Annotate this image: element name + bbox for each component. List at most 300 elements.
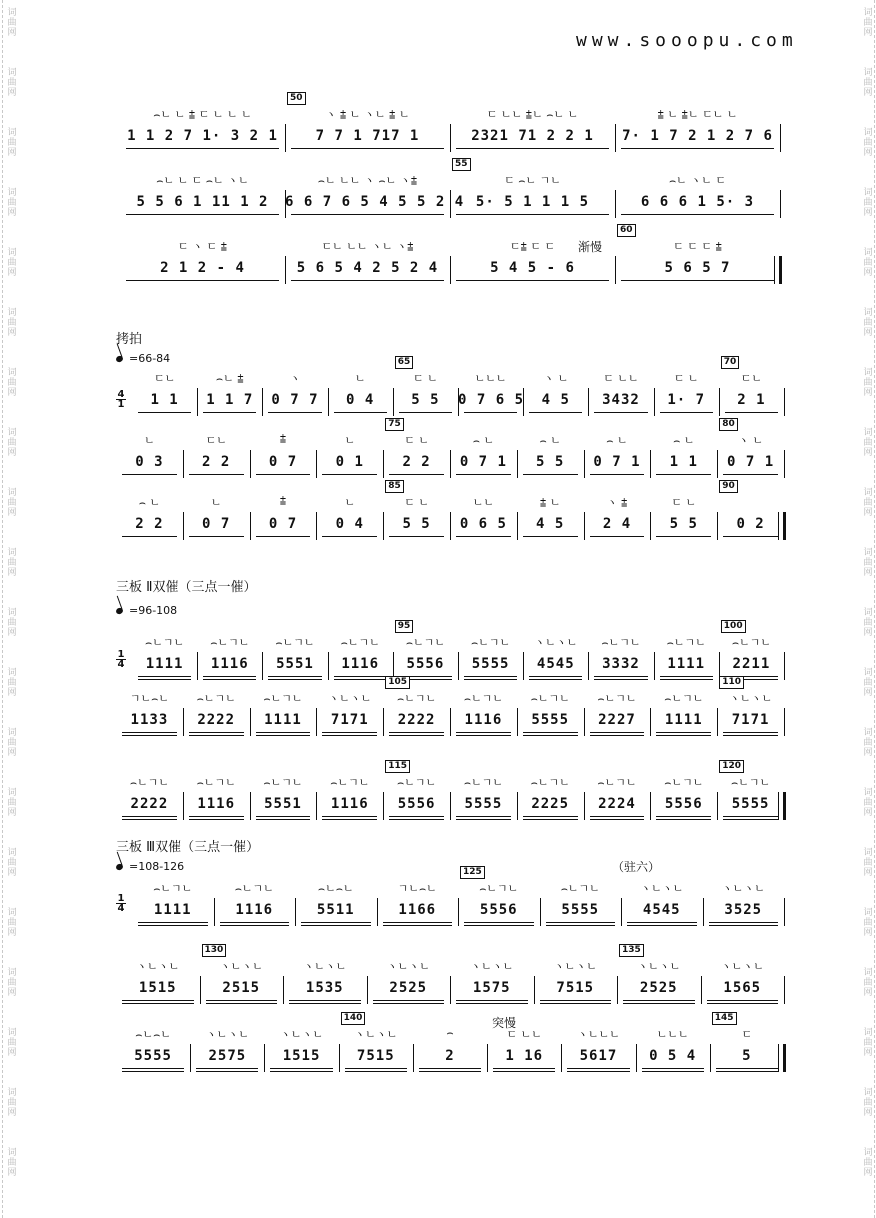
beam-underline [590, 816, 645, 817]
bar-line [784, 652, 785, 680]
ornament-marks: ⌢ㄴㄱㄴ [664, 776, 704, 789]
measure-notes: 2525 [389, 980, 428, 996]
measure-notes: 1 1 [150, 392, 179, 408]
ornament-marks: ㄷ ㄴㄴ [603, 372, 639, 385]
beam-underline [621, 148, 774, 149]
watermark-char: 网 [7, 628, 17, 638]
beam-underline [656, 816, 711, 817]
beam-underline [256, 536, 311, 537]
time-signature [116, 390, 126, 409]
watermark-char: 词 [863, 428, 873, 438]
watermark-char: 网 [863, 268, 873, 278]
measure-notes: 5 5 [536, 454, 565, 470]
ornament-marks: ⌢ㄴㄱㄴ [530, 692, 570, 705]
measure-notes: 5 5 [402, 516, 431, 532]
measure-notes: 2225 [531, 796, 570, 812]
beam-underline [126, 148, 279, 149]
watermark-char: 网 [863, 388, 873, 398]
beam-underline [660, 412, 713, 413]
ornament-marks: ⌢ㄴㄱㄴ [340, 636, 380, 649]
beam-underline [594, 679, 647, 680]
ornament-marks: ヽㄴヽㄴ [553, 960, 597, 973]
time-sig-bottom: 1 [117, 399, 125, 410]
beam-underline [138, 676, 191, 677]
measure-notes: 1 1 [669, 454, 698, 470]
measure [450, 774, 517, 834]
beam-underline [590, 536, 645, 537]
measure [517, 432, 584, 492]
measure-number: 60 [617, 224, 636, 237]
ornament-marks: ㄴ [344, 496, 356, 509]
measure [262, 634, 327, 694]
watermark-char: 曲 [7, 918, 17, 928]
watermark-char: 网 [7, 928, 17, 938]
ornament-marks: ⌢ㄴㄱㄴ [463, 692, 503, 705]
measure-notes: 5 6 5 4 2 5 2 4 [296, 260, 439, 276]
beam-underline [456, 214, 609, 215]
ornament-marks: ヽㄴヽㄴ [534, 636, 578, 649]
ornament-marks: ㄴ [144, 434, 155, 447]
measure-notes: 4545 [536, 656, 575, 672]
watermark-char: 网 [863, 868, 873, 878]
beam-underline [345, 1071, 407, 1072]
beam-underline [138, 925, 208, 926]
watermark-char: 曲 [7, 558, 17, 568]
measure-notes: 5556 [397, 796, 436, 812]
measure [450, 106, 615, 166]
watermark-text [6, 8, 18, 38]
measure-notes: 5 [742, 1048, 752, 1064]
measure-number: 100 [721, 620, 746, 633]
measure-notes: 2222 [197, 712, 236, 728]
site-url[interactable]: www.sooopu.com [576, 30, 798, 51]
measure [116, 494, 183, 554]
beam-underline [627, 925, 697, 926]
measure-notes: 5556 [664, 796, 703, 812]
measure-notes: 0 5 4 [649, 1048, 697, 1064]
measure-notes: 2 2 [202, 454, 231, 470]
measure [584, 432, 651, 492]
measure [214, 880, 296, 940]
beam-underline [567, 1068, 629, 1069]
watermark-text [6, 488, 18, 518]
measure-notes: 7515 [556, 980, 595, 996]
beam-underline [268, 412, 321, 413]
measure [615, 172, 780, 232]
measure [710, 1013, 784, 1086]
beam-underline [523, 819, 578, 820]
ornament-marks: ヽㄴヽㄴ [386, 960, 430, 973]
watermark-text [862, 608, 874, 638]
measure [650, 432, 717, 492]
measure-notes: 6 6 6 1 5· 3 [640, 194, 755, 210]
measure [654, 370, 719, 430]
watermark-text [862, 908, 874, 938]
ornament-marks: ヽㄴヽㄴ [354, 1028, 398, 1041]
watermark-char: 网 [7, 688, 17, 698]
beam-underline [456, 816, 511, 817]
ornament-marks: ㄷㄴ [153, 372, 176, 385]
measure-notes: 5 5 6 1 11 1 2 [136, 194, 269, 210]
watermark-char: 词 [863, 1028, 873, 1038]
measure [615, 106, 780, 166]
beam-underline [642, 1068, 704, 1069]
ornament-marks: ㄷ ㄴ [673, 372, 699, 385]
measure [650, 774, 717, 834]
measure [120, 106, 285, 166]
beam-underline [464, 676, 517, 677]
watermark-text [862, 428, 874, 458]
measure [116, 958, 200, 1018]
ornament-marks: ⌢ㄴ ㄴㄴ ヽ ⌢ㄴ ヽ⩲ [317, 174, 418, 187]
measure [295, 880, 377, 940]
watermark-char: 网 [863, 568, 873, 578]
measure-notes: 1515 [282, 1048, 321, 1064]
measure-notes: 2321 71 2 2 1 [471, 128, 594, 144]
ornament-marks: ヽㄴヽㄴ [640, 882, 684, 895]
watermark-char: 曲 [863, 138, 873, 148]
score-line [116, 761, 784, 834]
ornament-marks: ⌢ ㄴ [673, 434, 695, 447]
beam-underline [196, 1068, 258, 1069]
beam-underline [546, 922, 616, 923]
watermark-text [862, 128, 874, 158]
ornament-marks: ヽ ㄴ [738, 434, 764, 447]
measure [621, 880, 703, 940]
measure [200, 945, 284, 1018]
quarter-note-icon [115, 607, 124, 615]
watermark-char: 词 [863, 8, 873, 18]
watermark-char: 曲 [7, 198, 17, 208]
watermark-char: 曲 [7, 1158, 17, 1168]
ornament-marks: ⌢ㄴㄱㄴ [731, 636, 771, 649]
watermark-char: 曲 [863, 978, 873, 988]
watermark-text [6, 428, 18, 458]
measure [588, 634, 653, 694]
beam-underline [189, 732, 244, 733]
watermark-char: 词 [7, 728, 17, 738]
time-signature [116, 650, 126, 669]
beam-underline [456, 280, 609, 281]
watermark-text [6, 668, 18, 698]
watermark-char: 网 [863, 28, 873, 38]
quarter-note-icon [115, 863, 124, 871]
beam-underline [291, 280, 444, 281]
bar-line [780, 190, 781, 218]
measure-notes: 7171 [330, 712, 369, 728]
ornament-marks: ㄴㄴ [472, 496, 495, 509]
measure-notes: 2 2 [135, 516, 164, 532]
measure [701, 958, 785, 1018]
watermark-char: 词 [7, 308, 17, 318]
time-sig-bottom: 4 [117, 659, 125, 670]
beam-underline [189, 474, 244, 475]
watermark-char: 词 [7, 368, 17, 378]
beam-underline [189, 816, 244, 817]
watermark-char: 网 [863, 748, 873, 758]
beam-underline [122, 1071, 184, 1072]
beam-underline [322, 816, 377, 817]
measure-notes: 5551 [264, 796, 302, 812]
watermark-char: 网 [863, 808, 873, 818]
beam-underline [627, 922, 697, 923]
beam-underline [456, 536, 511, 537]
beam-underline [291, 214, 444, 215]
measure-notes: 5555 [471, 656, 510, 672]
beam-underline [322, 536, 377, 537]
beam-underline [389, 819, 444, 820]
measure-notes: 0 3 [135, 454, 164, 470]
watermark-text [862, 1088, 874, 1118]
ornament-marks: ㄷ [741, 1028, 753, 1041]
section-label-sanban-3: 三板 Ⅲ双催（三点一催） [116, 840, 260, 855]
watermark-text [6, 1148, 18, 1178]
beam-underline [268, 676, 321, 677]
ornament-marks: ヽㄴヽㄴ [303, 960, 347, 973]
ornament-marks: ㄷㄴ [740, 372, 763, 385]
measure-number: 65 [395, 356, 414, 369]
measure-notes: 1 1 7 [206, 392, 254, 408]
measure-notes: 2 4 [602, 516, 632, 532]
measure-number: 75 [385, 418, 404, 431]
measure-notes: 1116 [341, 656, 380, 672]
beam-underline [270, 1071, 332, 1072]
measure-notes: 2575 [208, 1048, 247, 1064]
ornament-marks: ⌢ㄴ ㄴ ⩲ ㄷ ㄴ ㄴ ㄴ [153, 108, 252, 121]
section-label-sanban-2: 三板 Ⅱ双催（三点一催） [116, 580, 257, 595]
beam-underline [707, 1003, 779, 1004]
ornament-marks: ⌢ [446, 1026, 454, 1039]
measure-notes: 5555 [731, 796, 770, 812]
watermark-text [6, 728, 18, 758]
measure [523, 370, 588, 430]
beam-underline [529, 679, 582, 680]
beam-underline [383, 922, 453, 923]
measure-notes: 6 6 7 6 5 4 5 5 2 4 [285, 194, 465, 210]
watermark-char: 曲 [863, 918, 873, 928]
watermark-text [6, 1028, 18, 1058]
watermark-char: 词 [863, 848, 873, 858]
ornament-marks: ⌢ㄴㄱㄴ [405, 636, 445, 649]
measure [650, 494, 717, 554]
double-bar-line [778, 512, 786, 540]
ornament-marks: ⌢ㄴㄱㄴ [471, 636, 511, 649]
measure [262, 370, 327, 430]
measure [116, 432, 183, 492]
beam-underline [716, 1071, 778, 1072]
ornament-marks: ㄷㄴ [205, 434, 227, 447]
measure [183, 690, 250, 750]
beam-underline [256, 732, 311, 733]
measure [584, 494, 651, 554]
ornament-marks: ⌢ㄴㄱㄴ [397, 692, 437, 705]
bar-line [784, 976, 785, 1004]
beam-underline [523, 735, 578, 736]
ornament-marks: ⌢ㄴㄱㄴ [601, 636, 641, 649]
measure [383, 677, 450, 750]
ornament-marks: ヽㄴヽㄴ [136, 960, 180, 973]
measure-number: 120 [719, 760, 744, 773]
beam-underline [642, 1071, 704, 1072]
beam-underline [723, 732, 778, 733]
watermark-char: 词 [7, 488, 17, 498]
tempo-value: =108-126 [129, 860, 185, 873]
measure-notes: 0 4 [335, 516, 364, 532]
ornament-marks [717, 494, 784, 512]
beam-underline [126, 280, 279, 281]
measure-notes: 2222 [130, 796, 169, 812]
watermark-char: 词 [863, 308, 873, 318]
beam-underline [322, 474, 377, 475]
beam-underline [268, 679, 321, 680]
ornament-marks: ㄷ ㄴㄴ ⩲ㄴ ⌢ㄴ ㄴ [486, 108, 579, 121]
beam-underline [301, 925, 371, 926]
beam-underline [334, 412, 387, 413]
measure [132, 370, 197, 430]
measure [517, 774, 584, 834]
tempo-mark [116, 860, 184, 873]
measure-number: 130 [202, 944, 227, 957]
tempo-value: =66-84 [129, 352, 171, 365]
ornament-marks: ⌢ㄴㄱㄴ [664, 692, 704, 705]
ornament-marks: ヽ ⩲ ㄴ ヽㄴ ⩲ ㄴ [325, 108, 410, 121]
watermark-char: 词 [7, 428, 17, 438]
measure [197, 634, 262, 694]
measure-notes: 5 5 [411, 392, 440, 408]
ornament-marks: ㄷ ヽ ㄷ ⩲ [177, 240, 228, 253]
ornament-marks: ⩲ ㄴ [539, 496, 561, 509]
beam-underline [456, 819, 511, 820]
measure-notes: 3525 [724, 902, 763, 918]
measure [654, 634, 719, 694]
watermark-char: 曲 [7, 798, 17, 808]
score-line [120, 159, 780, 232]
beam-underline [590, 474, 645, 475]
watermark-char: 网 [863, 508, 873, 518]
watermark-char: 词 [7, 848, 17, 858]
watermark-char: 网 [863, 1108, 873, 1118]
measure [458, 867, 540, 940]
score-line [120, 225, 780, 298]
beam-underline [389, 735, 444, 736]
beam-underline [220, 925, 290, 926]
ornament-marks: ㄷ ⌢ㄴ ㄱㄴ [504, 174, 561, 187]
measure-notes: 1116 [330, 796, 369, 812]
watermark-char: 曲 [863, 78, 873, 88]
beam-underline [725, 412, 778, 413]
watermark-char: 网 [863, 148, 873, 158]
beam-underline [389, 474, 444, 475]
ornament-marks: ヽㄴㄴㄴ [576, 1028, 620, 1041]
measure-number: 55 [452, 158, 471, 171]
double-bar-line [774, 256, 782, 284]
beam-underline [373, 1003, 445, 1004]
ornament-marks: ⌢ㄴㄱㄴ [666, 636, 706, 649]
beam-underline [203, 676, 256, 677]
watermark-char: 词 [7, 1028, 17, 1038]
beam-underline [529, 412, 582, 413]
tempo-mark [116, 352, 170, 365]
watermark-char: 网 [863, 88, 873, 98]
ornament-marks: ㄷㄴ ㄴㄴ ヽㄴ ヽ⩲ [321, 240, 414, 253]
watermark-char: 曲 [7, 678, 17, 688]
time-sig-top: 1 [117, 649, 125, 660]
beam-underline [122, 536, 177, 537]
beam-underline [590, 735, 645, 736]
measure-notes: 4 5 [541, 392, 570, 408]
watermark-char: 网 [7, 28, 17, 38]
watermark-char: 词 [863, 728, 873, 738]
measure-notes: 5555 [134, 1048, 172, 1064]
measure [285, 238, 450, 298]
beam-underline [723, 816, 778, 817]
measure-notes: 2227 [598, 712, 636, 728]
beam-underline [383, 925, 453, 926]
ornament-marks: ⌢ㄴㄱㄴ [210, 636, 250, 649]
ornament-marks: ヽㄴヽㄴ [720, 960, 764, 973]
beam-underline [590, 819, 645, 820]
measure-notes: 1· 7 [667, 392, 706, 408]
watermark-char: 词 [7, 1148, 17, 1158]
watermark-text [6, 1088, 18, 1118]
measure [250, 774, 317, 834]
watermark-char: 词 [7, 608, 17, 618]
watermark-char: 曲 [7, 78, 17, 88]
measure [328, 634, 393, 694]
beam-underline [126, 214, 279, 215]
watermark-char: 曲 [7, 1038, 17, 1048]
beam-underline [256, 819, 311, 820]
watermark-char: 曲 [7, 978, 17, 988]
ornament-marks: ㄴ [354, 372, 366, 385]
beam-underline [546, 925, 616, 926]
beam-underline [656, 474, 711, 475]
watermark-text [862, 308, 874, 338]
measure-notes: 1116 [197, 796, 236, 812]
annotation-tuman: 突慢 [492, 1016, 517, 1030]
measure-notes: 0 7 1 [727, 454, 775, 470]
measure [116, 690, 183, 750]
score-line [132, 621, 784, 694]
measure [120, 238, 285, 298]
measure [450, 159, 615, 232]
measure-number: 50 [287, 92, 306, 105]
watermark-text [6, 188, 18, 218]
watermark-text [6, 908, 18, 938]
watermark-char: 网 [7, 448, 17, 458]
watermark-text [6, 968, 18, 998]
measure [339, 1013, 413, 1086]
ornament-marks: ㄴ [344, 434, 356, 447]
score-line [116, 481, 784, 554]
watermark-char: 网 [863, 688, 873, 698]
measure-notes: 0 6 5 [459, 516, 507, 532]
watermark-char: 曲 [863, 678, 873, 688]
ornament-marks: ⌢ㄴㄱㄴ [275, 636, 315, 649]
beam-underline [707, 1000, 779, 1001]
ornament-marks: ⩲ ㄴ ⩲ㄴ ㄷㄴ ㄴ [657, 108, 738, 121]
beam-underline [334, 676, 387, 677]
bar-line [784, 450, 785, 478]
beam-underline [529, 676, 582, 677]
measure-notes: 4 5 [536, 516, 565, 532]
ornament-marks: ㄱㄴ⌢ㄴ [397, 882, 437, 895]
watermark-char: 网 [7, 1168, 17, 1178]
beam-underline [621, 214, 774, 215]
watermark-char: 词 [863, 248, 873, 258]
beam-underline [122, 819, 177, 820]
watermark-char: 词 [863, 368, 873, 378]
